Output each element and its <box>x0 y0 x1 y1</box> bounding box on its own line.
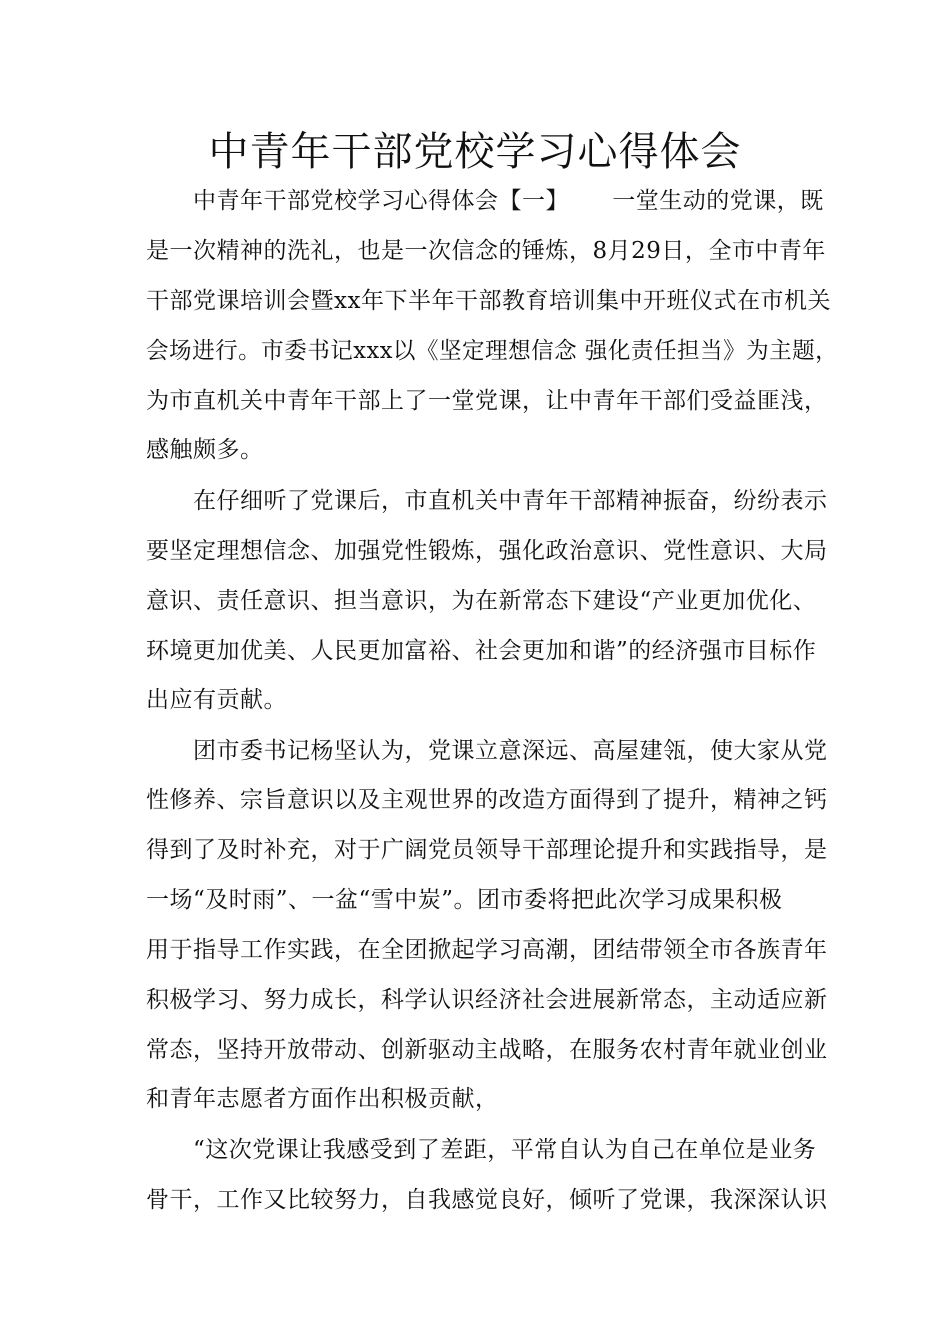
paragraph-line: 意识、责任意识、担当意识，为在新常态下建设“产业更加优化、 <box>146 588 817 614</box>
document-title: 中青年干部党校学习心得体会 <box>208 129 742 175</box>
paragraph-line: 在仔细听了党课后，市直机关中青年干部精神振奋，纷纷表示 <box>146 488 828 514</box>
paragraph-line: “这次党课让我感受到了差距，平常自认为自己在单位是业务 <box>146 1137 817 1163</box>
paragraph-line: 出应有贡献。 <box>146 687 287 713</box>
paragraph-line: 得到了及时补充，对于广阔党员领导干部理论提升和实践指导，是 <box>146 837 828 863</box>
paragraph-line: 团市委书记杨坚认为，党课立意深远、高屋建瓴，使大家从党 <box>146 738 828 764</box>
paragraph-line: 为市直机关中青年干部上了一堂党课，让中青年干部们受益匪浅， <box>146 388 828 414</box>
paragraph-line: 和青年志愿者方面作出积极贡献， <box>146 1086 499 1112</box>
paragraph-line: 要坚定理想信念、加强党性锻炼，强化政治意识、党性意识、大局 <box>146 538 828 564</box>
paragraph-line: 一场“及时雨”、一盆“雪中炭”。团市委将把此次学习成果积极 <box>146 887 783 913</box>
paragraph-line: 性修养、宗旨意识以及主观世界的改造方面得到了提升，精神之钙 <box>146 787 828 813</box>
paragraph-line: 会场进行。市委书记xxx以《坚定理想信念 强化责任担当》为主题， <box>146 338 839 364</box>
paragraph-line: 是一次精神的洗礼，也是一次信念的锤炼，8月29日，全市中青年 <box>146 238 826 264</box>
paragraph-line: 常态，坚持开放带动、创新驱动主战略，在服务农村青年就业创业 <box>146 1037 828 1063</box>
paragraph-line: 干部党课培训会暨xx年下半年干部教育培训集中开班仪式在市机关 <box>146 288 831 314</box>
paragraph-line: 骨干，工作又比较努力，自我感觉良好，倾听了党课，我深深认识 <box>146 1187 828 1213</box>
paragraph-line: 感触颇多。 <box>146 437 264 463</box>
paragraph-line: 用于指导工作实践，在全团掀起学习高潮，团结带领全市各族青年 <box>146 937 828 963</box>
paragraph-line: 积极学习、努力成长，科学认识经济社会进展新常态，主动适应新 <box>146 987 828 1013</box>
paragraph-line: 环境更加优美、人民更加富裕、社会更加和谐”的经济强市目标作 <box>146 638 817 664</box>
paragraph-line: 中青年干部党校学习心得体会【一】 一堂生动的党课，既 <box>146 188 824 214</box>
